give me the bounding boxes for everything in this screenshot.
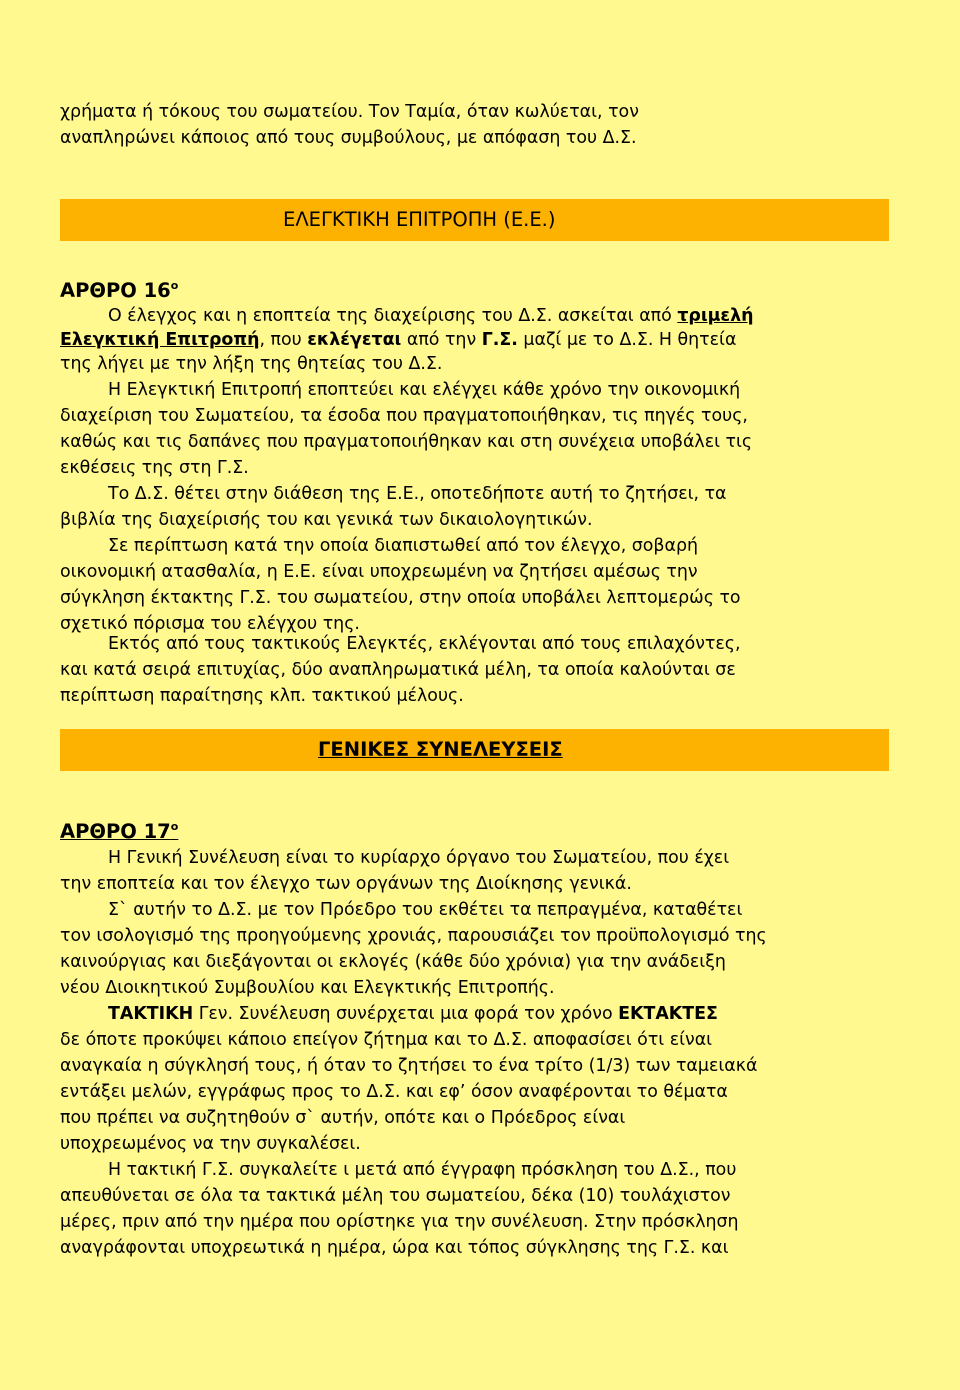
paragraph-line: περίπτωση παραίτησης κλπ. τακτικού μέλους. (60, 686, 464, 706)
section-banner-general-assemblies (60, 729, 889, 771)
paragraph-line: απευθύνεται σε όλα τα τακτικά μέλη του σωματείου, δέκα (10) τουλάχιστον (60, 1186, 731, 1206)
paragraph-line: καινούργιας και διεξάγονται οι εκλογές (κάθε δύο χρόνια) για την ανάδειξη (60, 952, 726, 972)
paragraph-line: υποχρεωμένος να την συγκαλέσει. (60, 1134, 361, 1154)
paragraph-line: εντάξει μελών, εγγράφως προς το Δ.Σ. και εφ’ όσον αναφέρονται το θέματα (60, 1082, 728, 1102)
paragraph-line: βιβλία της διαχείρισής του και γενικά των δικαιολογητικών. (60, 510, 593, 530)
paragraph-line: νέου Διοικητικού Συμβουλίου και Ελεγκτικής Επιτροπής. (60, 978, 555, 998)
paragraph-line: που πρέπει να συζητηθούν σ` αυτήν, οπότε και ο Πρόεδρος είναι (60, 1108, 626, 1128)
paragraph-line: Σε περίπτωση κατά την οποία διαπιστωθεί από τον έλεγχο, σοβαρή (108, 536, 699, 556)
paragraph-line: οικονομική ατασθαλία, η Ε.Ε. είναι υποχρεωμένη να ζητήσει αμέσως την (60, 562, 698, 582)
paragraph-line: σχετικό πόρισμα του ελέγχου της. (60, 614, 360, 634)
paragraph-line: ΤΑΚΤΙΚΗ Γεν. Συνέλευση συνέρχεται μια φορά τον χρόνο ΕΚΤΑΚΤΕΣ (108, 1004, 718, 1024)
paragraph-line: Το Δ.Σ. θέτει στην διάθεση της Ε.Ε., οποτεδήποτε αυτή το ζητήσει, τα (108, 484, 727, 504)
paragraph-line: αναγράφονται υποχρεωτικά η ημέρα, ώρα και τόπος σύγκλησης της Γ.Σ. και (60, 1238, 729, 1258)
section-title: ΓΕΝΙΚΕΣ ΣΥΝΕΛΕΥΣΕΙΣ (318, 738, 563, 761)
paragraph-line: της λήγει με την λήξη της θητείας του Δ.Σ. (60, 354, 443, 374)
paragraph-line: την εποπτεία και τον έλεγχο των οργάνων της Διοίκησης γενικά. (60, 874, 632, 894)
intro-line-1: χρήματα ή τόκους του σωματείου. Τον Ταμία, όταν κωλύεται, τον (60, 102, 639, 122)
article-17-heading: ΑΡΘΡΟ $17^o$ (60, 820, 179, 843)
paragraph-line: Σ` αυτήν το Δ.Σ. με τον Πρόεδρο του εκθέτει τα πεπραγμένα, καταθέτει (108, 900, 743, 920)
paragraph-line: Η Ελεγκτική Επιτροπή εποπτεύει και ελέγχει κάθε χρόνο την οικονομική (108, 380, 741, 400)
section-banner-audit-committee (60, 199, 889, 241)
paragraph-line: δε όποτε προκύψει κάποιο επείγον ζήτημα και το Δ.Σ. αποφασίσει ότι είναι (60, 1030, 713, 1050)
paragraph-line: και κατά σειρά επιτυχίας, δύο αναπληρωματικά μέλη, τα οποία καλούνται σε (60, 660, 736, 680)
paragraph-line: Ο έλεγχος και η εποπτεία της διαχείρισης του Δ.Σ. ασκείται από τριμελή (108, 306, 754, 326)
paragraph-line: Η τακτική Γ.Σ. συγκαλείτε ι μετά από έγγραφη πρόσκληση του Δ.Σ., που (108, 1160, 737, 1180)
paragraph-line: σύγκληση έκτακτης Γ.Σ. του σωματείου, στην οποία υποβάλει λεπτομερώς το (60, 588, 741, 608)
intro-line-2: αναπληρώνει κάποιος από τους συμβούλους, με απόφαση του Δ.Σ. (60, 128, 637, 148)
paragraph-line: Εκτός από τους τακτικούς Ελεγκτές, εκλέγονται από τους επιλαχόντες, (108, 634, 741, 654)
paragraph-line: εκθέσεις της στη Γ.Σ. (60, 458, 249, 478)
article-16-heading: ΑΡΘΡΟ $16^o$ (60, 279, 179, 302)
paragraph-line: Ελεγκτική Επιτροπή, που εκλέγεται από την Γ.Σ. μαζί με το Δ.Σ. Η θητεία (60, 330, 737, 350)
paragraph-line: μέρες, πριν από την ημέρα που ορίστηκε για την συνέλευση. Στην πρόσκληση (60, 1212, 739, 1232)
section-title: ΕΛΕΓΚΤΙΚΗ ΕΠΙΤΡΟΠΗ (Ε.Ε.) (283, 208, 556, 231)
paragraph-line: διαχείριση του Σωματείου, τα έσοδα που πραγματοποιήθηκαν, τις πηγές τους, (60, 406, 748, 426)
paragraph-line: καθώς και τις δαπάνες που πραγματοποιήθηκαν και στη συνέχεια υποβάλει τις (60, 432, 753, 452)
paragraph-line: τον ισολογισμό της προηγούμενης χρονιάς, παρουσιάζει τον προϋπολογισμό της (60, 926, 767, 946)
paragraph-line: αναγκαία η σύγκλησή τους, ή όταν το ζητήσει το ένα τρίτο (1/3) των ταμειακά (60, 1056, 758, 1076)
paragraph-line: Η Γενική Συνέλευση είναι το κυρίαρχο όργανο του Σωματείου, που έχει (108, 848, 730, 868)
